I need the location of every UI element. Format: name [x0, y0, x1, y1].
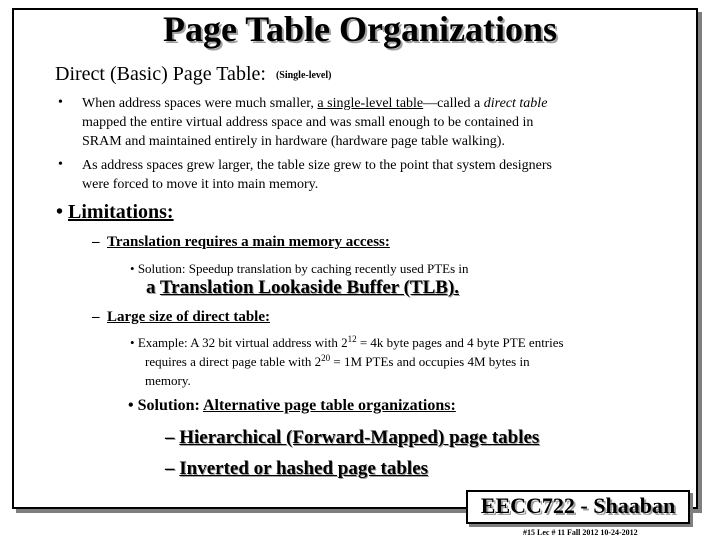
limitation-1-text: Translation requires a main memory access: — [107, 234, 390, 250]
alternative-1 — [165, 427, 539, 449]
limitation-2-example — [130, 333, 564, 390]
example-line-1 — [130, 333, 564, 352]
slide-title: Page Table Organizations — [162, 9, 558, 49]
limitation-1 — [92, 234, 390, 251]
bullet-1-mid: —called a — [423, 96, 484, 111]
solution-1-text: Solution: Speedup translation by caching recently used PTEs in — [137, 261, 469, 276]
alternative-2-text: Inverted or hashed page tables — [179, 458, 429, 479]
limitation-2 — [92, 309, 270, 326]
bullet-1-marker: • — [58, 95, 63, 110]
bullet-1-italic: direct table — [483, 96, 548, 111]
alternative-1-text: Hierarchical (Forward-Mapped) page tables — [179, 427, 540, 448]
bullet-2 — [82, 156, 552, 194]
tlb-line — [146, 277, 459, 299]
example-line-2b: = 1M PTEs and occupies 4M bytes in — [330, 354, 530, 369]
limitations-bullet: • — [56, 201, 64, 223]
limitation-2-text: Large size of direct table: — [107, 309, 271, 325]
bullet-2-line-2: were forced to move it into main memory. — [82, 177, 319, 192]
tlb-text: Translation Lookaside Buffer (TLB). — [159, 277, 460, 298]
limitation-1-dash: – — [92, 234, 100, 250]
subtitle-note: (Single-level) — [275, 70, 332, 81]
bullet-1 — [82, 94, 547, 151]
bullet-1-underlined: a single-level table — [317, 96, 424, 111]
limitations-label: Limitations: — [68, 201, 174, 223]
alternative-2 — [165, 458, 428, 480]
subtitle-text: Direct (Basic) Page Table: — [55, 63, 266, 85]
alternative-2-dash: – — [165, 458, 180, 479]
example-line-3: memory. — [145, 373, 191, 388]
example-b: = 4k byte pages and 4 byte PTE entries — [356, 335, 564, 350]
footer-meta: #15 Lec # 11 Fall 2012 10-24-2012 — [523, 528, 638, 537]
solution-2-label: Solution: — [137, 397, 203, 414]
alternative-1-dash: – — [165, 427, 180, 448]
limitation-1-solution — [130, 259, 469, 278]
example-a: Example: A 32 bit virtual address with 2 — [137, 335, 348, 350]
bullet-1-line-1 — [82, 94, 547, 113]
solution-2 — [128, 397, 456, 415]
exponent-12: 12 — [347, 334, 357, 344]
bullet-2-line-1: As address spaces grew larger, the table size grew to the point that system designers — [82, 158, 552, 173]
bullet-1-line-3: SRAM and maintained entirely in hardware (hardware page table walking). — [82, 134, 505, 149]
solution-2-text: Alternative page table organizations: — [202, 397, 456, 414]
bullet-1-line-2: mapped the entire virtual address space and was small enough to be contained in — [82, 115, 534, 130]
example-bullet: • — [130, 335, 135, 350]
solution-1-bullet: • — [130, 261, 135, 276]
example-line-2a: requires a direct page table with 2 — [145, 354, 322, 369]
bullet-2-marker: • — [58, 157, 63, 172]
limitations-heading — [56, 201, 174, 224]
bullet-1-pre: When address spaces were much smaller, — [82, 96, 318, 111]
limitation-2-dash: – — [92, 309, 100, 325]
tlb-prefix: a — [146, 277, 160, 298]
example-line-2 — [130, 352, 564, 371]
subtitle — [55, 63, 331, 86]
solution-2-bullet: • — [128, 397, 134, 414]
exponent-20: 20 — [321, 353, 331, 363]
course-footer: EECC722 - Shaaban — [466, 490, 690, 524]
